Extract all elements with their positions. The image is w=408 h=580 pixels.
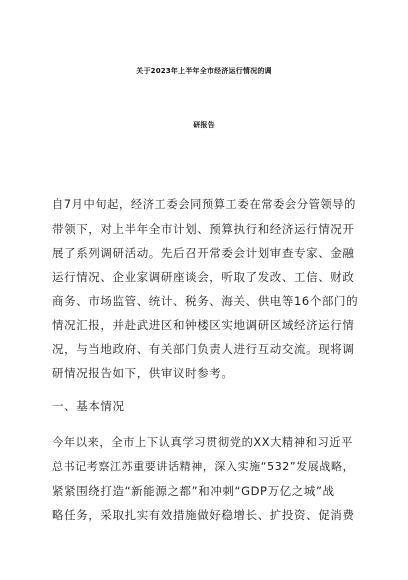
paragraph-line: 商务、市场监管、统计、税务、海关、供电等16个部门的 [52,294,359,308]
paragraph-line: 自7月中旬起，经济工委会同预算工委在常委会分管领导的 [52,198,357,211]
paragraph-line: 略任务，采取扎实有效措施做好稳增长、扩投资、促消费 [52,508,355,522]
paragraph-line: 带领下，对上半年全市计划、预算执行和经济运行情况开 [52,222,355,236]
paragraph-line: 总书记考察江苏重要讲话精神，深入实施“532”发展战略， [52,460,355,473]
paragraph-line: 今年以来，全市上下认真学习贯彻党的XX大精神和习近平 [52,436,354,449]
document-title-line-2: 研报告 [193,121,215,129]
paragraph-line: 运行情况、企业家调研座谈会，听取了发改、工信、财政 [52,270,355,284]
section-heading: 一、基本情况 [52,399,125,413]
paragraph-line: 研情况报告如下，供审议时参考。 [52,366,234,380]
document-title-line-1: 关于2023年上半年全市经济运行情况的调 [136,67,272,75]
paragraph-line: 况，与当地政府、有关部门负责人进行互动交流。现将调 [52,342,355,356]
paragraph-line: 展了系列调研活动。先后召开常委会计划审查专家、金融 [52,246,355,260]
paragraph-line: 紧紧围绕打造“新能源之都”和冲刺“GDP万亿之城”战 [52,484,335,498]
paragraph-line: 情况汇报，并赴武进区和钟楼区实地调研区域经济运行情 [52,318,355,332]
